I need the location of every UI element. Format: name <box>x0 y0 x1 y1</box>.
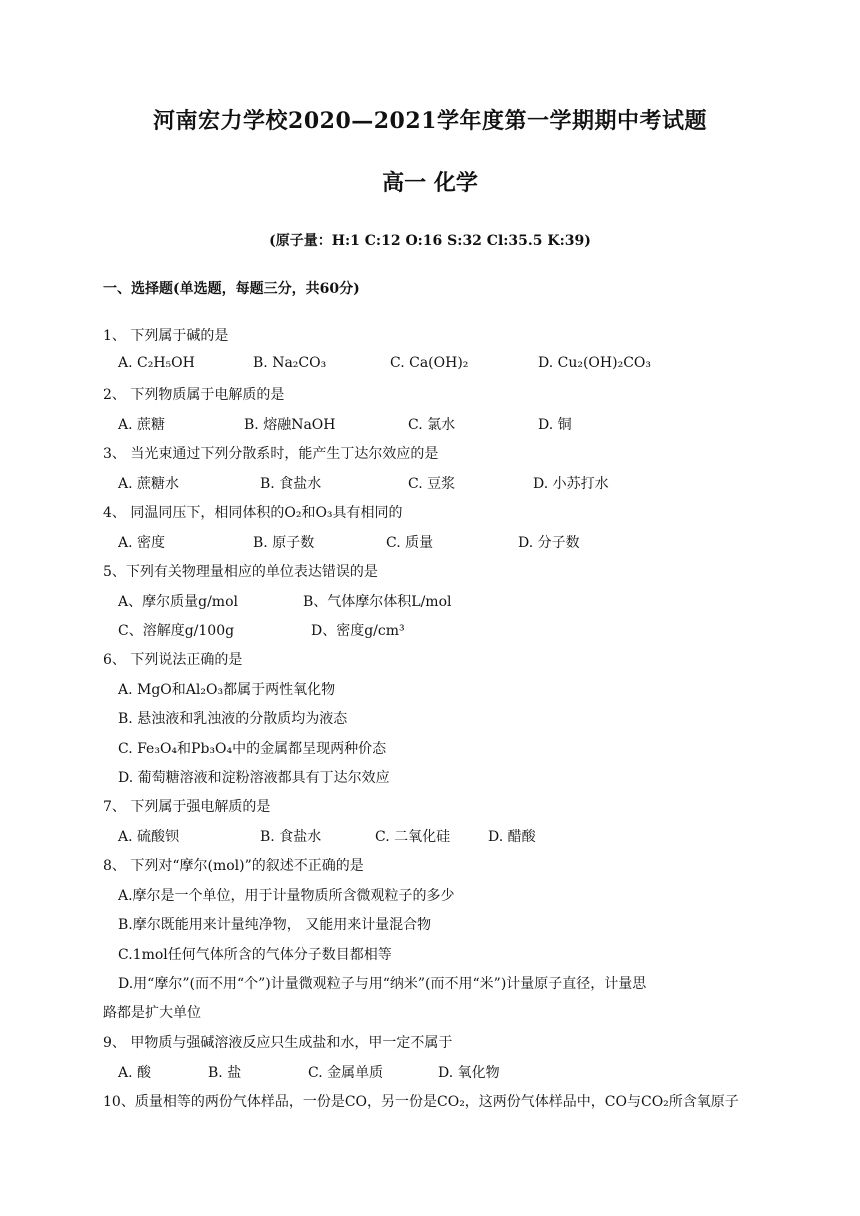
exam-subtitle: 高一 化学 <box>382 170 478 196</box>
option-a: A. 蔗糖 <box>118 417 166 433</box>
option-b: B. 原子数 <box>253 535 315 551</box>
option-c: C. 质量 <box>386 535 434 551</box>
option-d: D. 葡萄糖溶液和淀粉溶液都具有丁达尔效应 <box>118 770 390 786</box>
option-a: A. 酸 <box>118 1065 152 1081</box>
question-10-stem: 10、质量相等的两份气体样品，一份是CO，另一份是CO₂，这两份气体样品中，CO与CO₂所含氧原子 <box>103 1094 739 1110</box>
option-b: B. 盐 <box>208 1065 242 1081</box>
question-6-stem: 6、 下列说法正确的是 <box>103 652 243 668</box>
option-b: B.摩尔既能用来计量纯净物， 又能用来计量混合物 <box>118 917 432 933</box>
question-7-stem: 7、 下列属于强电解质的是 <box>103 799 271 815</box>
option-d: D. Cu₂(OH)₂CO₃ <box>538 355 651 371</box>
option-d: D.用“摩尔”(而不用“个”)计量微观粒子与用“纳米”(而不用“米”)计量原子直径，计量思 <box>118 976 647 992</box>
question-1-stem: 1、 下列属于碱的是 <box>103 328 229 344</box>
option-a: A. MgO和Al₂O₃都属于两性氧化物 <box>118 682 336 698</box>
atomic-mass-note: (原子量：H:1 C:12 O:16 S:32 Cl:35.5 K:39) <box>269 233 591 249</box>
section-heading: 一、选择题(单选题，每题三分，共60分) <box>103 281 360 297</box>
option-c: C.1mol任何气体所含的气体分子数目都相等 <box>118 947 392 963</box>
option-c: C. Ca(OH)₂ <box>390 355 469 371</box>
question-3-stem: 3、 当光束通过下列分散系时，能产生丁达尔效应的是 <box>103 446 439 462</box>
question-8-stem: 8、 下列对“摩尔(mol)”的叙述不正确的是 <box>103 858 364 874</box>
exam-title: 河南宏力学校2020—2021学年度第一学期期中考试题 <box>153 108 707 134</box>
option-c: C. Fe₃O₄和Pb₃O₄中的金属都呈现两种价态 <box>118 741 387 757</box>
option-b: B. 食盐水 <box>260 829 322 845</box>
option-c: C. 金属单质 <box>308 1065 384 1081</box>
option-b: B、气体摩尔体积L/mol <box>303 594 452 610</box>
question-2-stem: 2、 下列物质属于电解质的是 <box>103 387 285 403</box>
option-b: B. Na₂CO₃ <box>253 355 327 371</box>
option-a: A. 蔗糖水 <box>118 476 180 492</box>
option-c: C. 氯水 <box>408 417 456 433</box>
option-a: A. C₂H₅OH <box>118 355 195 371</box>
option-b: B. 悬浊液和乳浊液的分散质均为液态 <box>118 711 348 727</box>
option-c: C. 二氧化硅 <box>375 829 451 845</box>
option-d: D. 醋酸 <box>488 829 536 845</box>
option-a: A.摩尔是一个单位，用于计量物质所含微观粒子的多少 <box>118 888 455 904</box>
option-d-continued: 路都是扩大单位 <box>103 1005 201 1021</box>
option-d: D. 铜 <box>538 417 572 433</box>
option-a: A、摩尔质量g/mol <box>118 594 238 610</box>
option-c: C. 豆浆 <box>408 476 456 492</box>
question-4-stem: 4、 同温同压下，相同体积的O₂和O₃具有相同的 <box>103 505 403 521</box>
option-a: A. 硫酸钡 <box>118 829 180 845</box>
option-a: A. 密度 <box>118 535 166 551</box>
option-b: B. 食盐水 <box>260 476 322 492</box>
option-d: D. 氧化物 <box>438 1065 500 1081</box>
option-c: C、溶解度g/100g <box>118 623 235 639</box>
option-d: D. 小苏打水 <box>533 476 609 492</box>
option-d: D. 分子数 <box>518 535 580 551</box>
option-b: B. 熔融NaOH <box>244 417 336 433</box>
question-9-stem: 9、 甲物质与强碱溶液反应只生成盐和水，甲一定不属于 <box>103 1035 453 1051</box>
option-d: D、密度g/cm³ <box>311 623 405 639</box>
question-5-stem: 5、下列有关物理量相应的单位表达错误的是 <box>103 564 378 580</box>
